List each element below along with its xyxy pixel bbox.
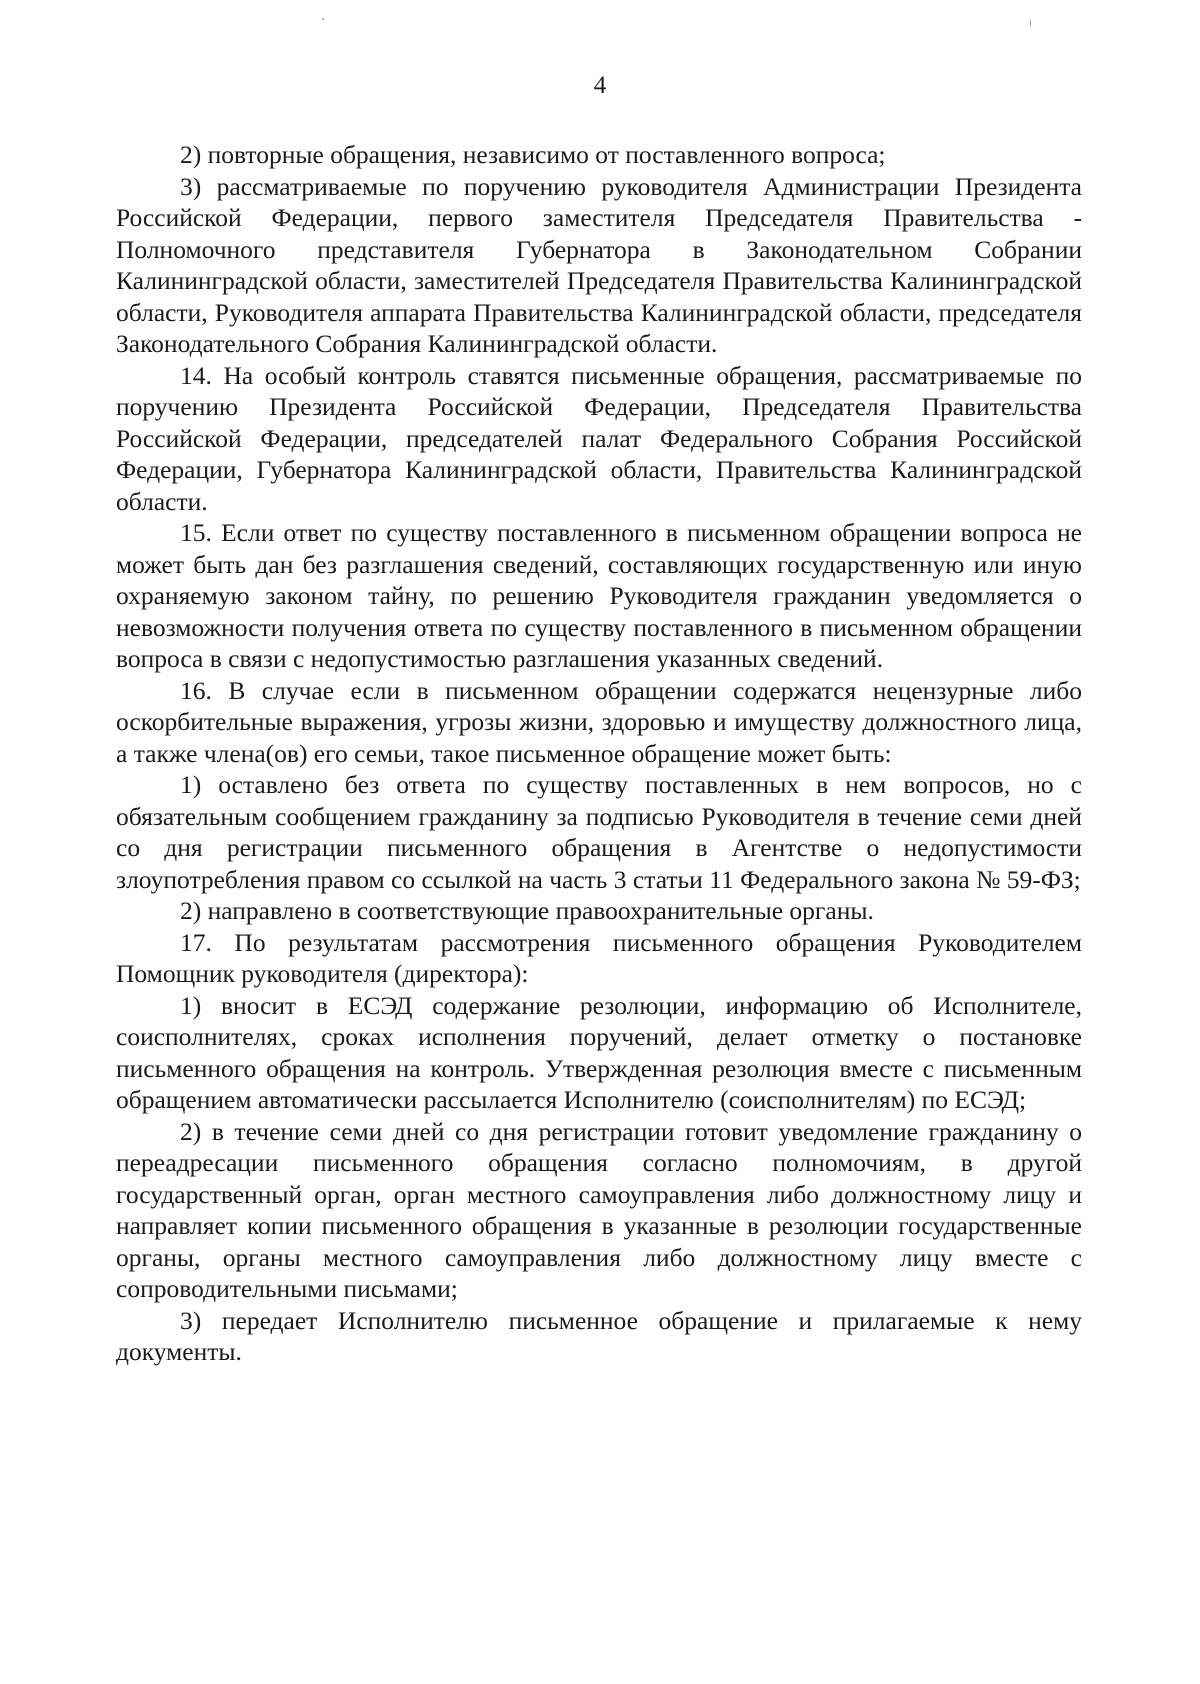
paragraph-16: 16. В случае если в письменном обращении содержатся нецензурные либо оскорбительные выражения, угрозы жизни, здоровью и имуществу должностного лица, а также члена(ов) его семьи, такое письменное обращение может быть:: [116, 675, 1082, 768]
paragraph-16-item-1: 1) оставлено без ответа по существу поставленных в нем вопросов, но с обязательным сообщением гражданину за подписью Руководителя в течение семи дней со дня регистрации письменного обращения в Агентстве о недопустимости злоупотребления правом со ссылкой на часть 3 статьи 11 Федерального закона № 59-ФЗ;: [116, 770, 1082, 894]
paragraph-14: 14. На особый контроль ставятся письменные обращения, рассматриваемые по поручению Президента Российской Федерации, Председателя Правительства Российской Федерации, председателей палат Федерального Собрания Российской Федерации, Губернатора Калининградской области, Правительства Калининградской области.: [116, 360, 1082, 516]
scan-speck: [1030, 20, 1031, 26]
document-body: [116, 139, 1082, 1368]
paragraph-item-3: 3) рассматриваемые по поручению руководителя Администрации Президента Российской Федерации, первого заместителя Председателя Правительства - Полномочного представителя Губернатора в Законодательном Собрании Калининградской области, заместителей Председателя Правительства Калининградской области, Руководителя аппарата Правительства Калининградской области, председателя Законодательного Собрания Калининградской области.: [116, 171, 1082, 358]
scan-speck: [322, 18, 324, 20]
paragraph-16-item-2: 2) направлено в соответствующие правоохранительные органы.: [180, 896, 874, 925]
paragraph-17: 17. По результатам рассмотрения письменного обращения Руководителем Помощник руководителя (директора):: [116, 927, 1082, 988]
paragraph-17-item-1: 1) вносит в ЕСЭД содержание резолюции, информацию об Исполнителе, соисполнителях, сроках исполнения поручений, делает отметку о постановке письменного обращения на контроль. Утвержденная резолюция вместе с письменным обращением автоматически рассылается Исполнителю (соисполнителям) по ЕСЭД;: [116, 990, 1082, 1114]
paragraph-item-2: 2) повторные обращения, независимо от поставленного вопроса;: [180, 140, 886, 169]
paragraph-15: 15. Если ответ по существу поставленного в письменном обращении вопроса не может быть дан без разглашения сведений, составляющих государственную или иную охраняемую законом тайну, по решению Руководителя гражданин уведомляется о невозможности получения ответа по существу поставленного в письменном обращении вопроса в связи с недопустимостью разглашения указанных сведений.: [116, 518, 1082, 673]
paragraph-17-item-3: 3) передает Исполнителю письменное обращение и прилагаемые к нему документы.: [116, 1305, 1082, 1366]
paragraph-17-item-2: 2) в течение семи дней со дня регистрации готовит уведомление гражданину о переадресации письменного обращения согласно полномочиям, в другой государственный орган, орган местного самоуправления либо должностному лицу и направляет копии письменного обращения в указанные в резолюции государственные органы, органы местного самоуправления либо должностному лицу вместе с сопроводительными письмами;: [116, 1116, 1082, 1303]
page-number: 4: [593, 72, 607, 99]
